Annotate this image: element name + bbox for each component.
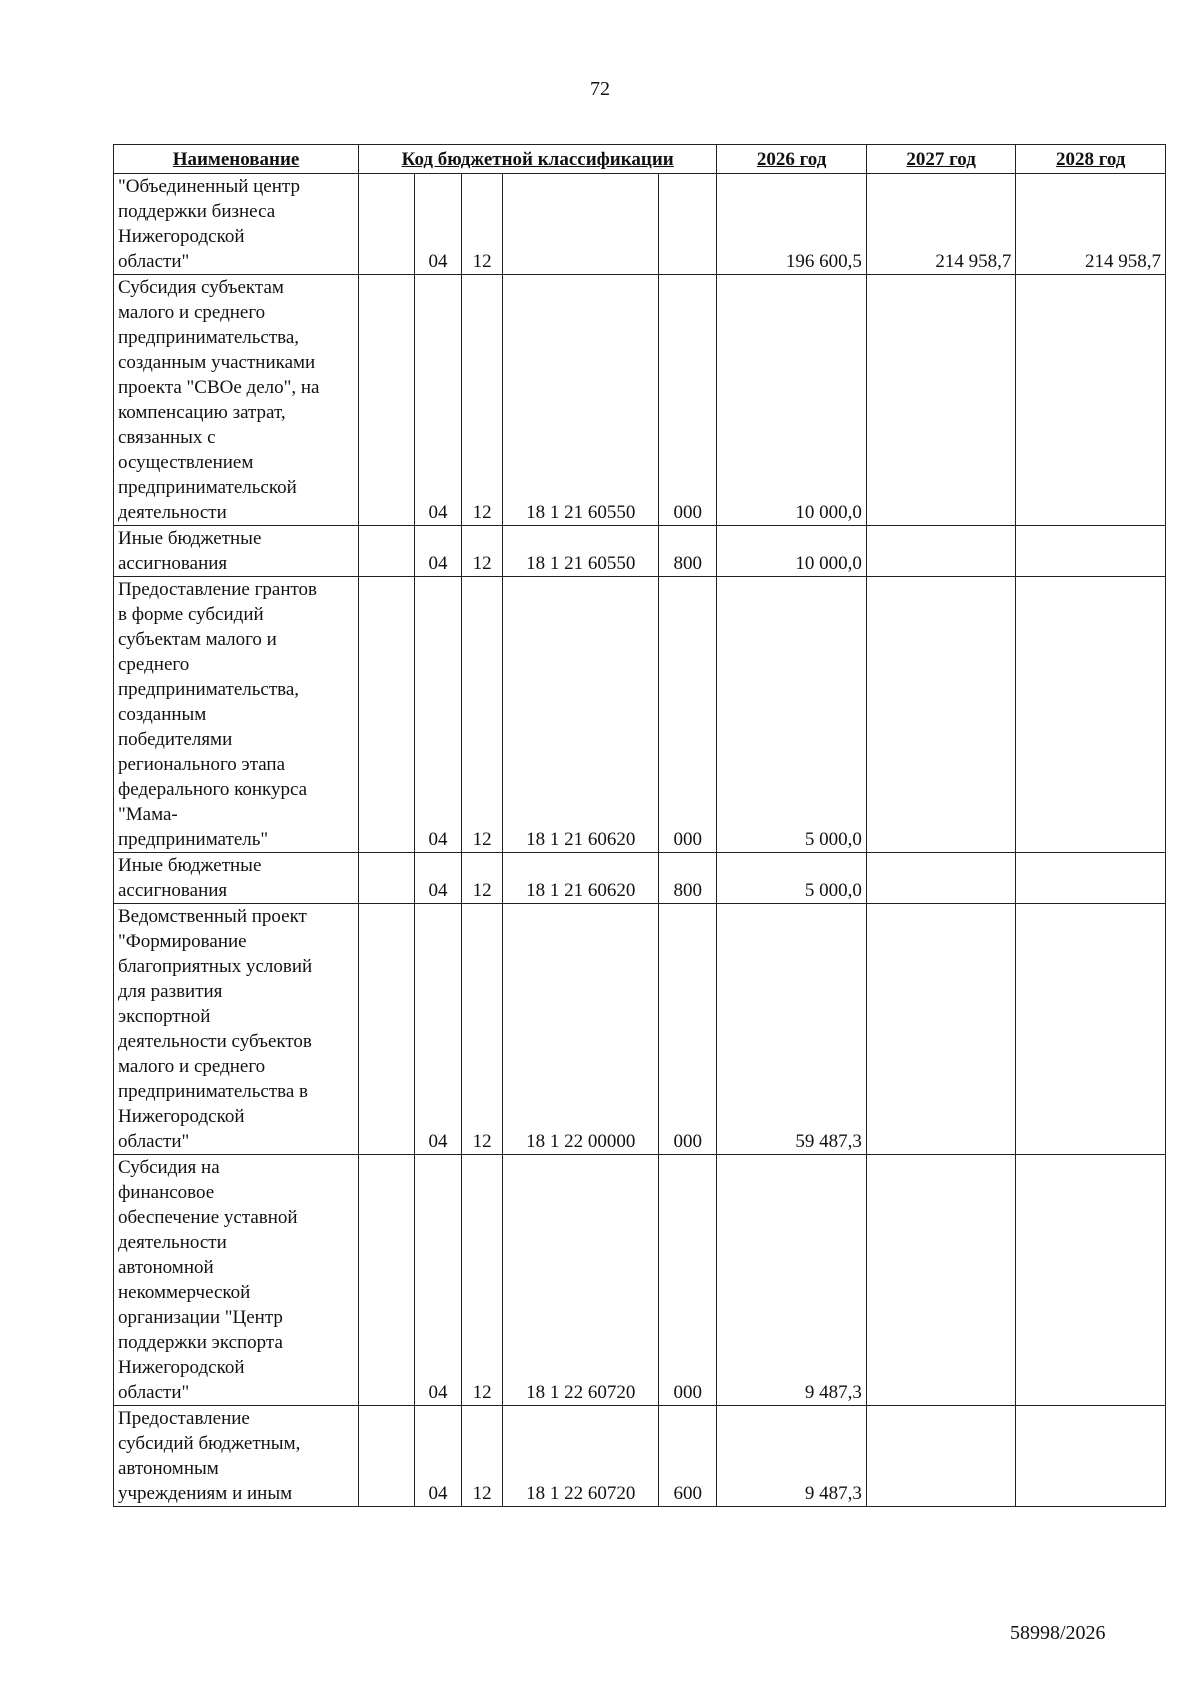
subsection-code: 12: [461, 853, 503, 904]
row-name: [114, 1406, 359, 1507]
empty-cell: [359, 275, 415, 526]
row-name-line: предпринимательства,: [118, 327, 300, 348]
row-name-line: некоммерческой: [118, 1282, 251, 1303]
row-name-line: поддержки бизнеса: [118, 201, 276, 222]
empty-cell: [359, 1406, 415, 1507]
row-name-line: Субсидия субъектам: [118, 277, 284, 298]
amount-2027: [866, 853, 1016, 904]
row-name-line: в форме субсидий: [118, 604, 264, 625]
amount-2027: [866, 1155, 1016, 1406]
row-name-line: созданным: [118, 704, 207, 725]
target-article-code: [503, 174, 659, 275]
empty-cell: [359, 526, 415, 577]
section-code: 04: [415, 1155, 462, 1406]
amount-2028: [1016, 526, 1166, 577]
table-row: [114, 1155, 1166, 1406]
amount-2028: [1016, 1406, 1166, 1507]
row-name-line: автономным: [118, 1458, 219, 1479]
row-name-line: "Объединенный центр: [118, 176, 300, 197]
expense-type-code: 800: [659, 853, 717, 904]
subsection-code: 12: [461, 174, 503, 275]
amount-2026: 9 487,3: [717, 1406, 867, 1507]
empty-cell: [359, 577, 415, 853]
amount-2028: 214 958,7: [1016, 174, 1166, 275]
row-name-line: поддержки экспорта: [118, 1332, 283, 1353]
row-name-line: для развития: [118, 981, 223, 1002]
empty-cell: [359, 174, 415, 275]
section-code: 04: [415, 904, 462, 1155]
row-name-line: малого и среднего: [118, 1056, 266, 1077]
row-name-line: Иные бюджетные: [118, 855, 262, 876]
row-name-line: "Формирование: [118, 931, 247, 952]
row-name-line: предпринимательства,: [118, 679, 300, 700]
row-name-line: регионального этапа: [118, 754, 286, 775]
row-name-line: компенсацию затрат,: [118, 402, 286, 423]
table-row: [114, 904, 1166, 1155]
empty-cell: [359, 853, 415, 904]
row-name-line: проекта "СВОе дело", на: [118, 377, 320, 398]
table-row: [114, 853, 1166, 904]
target-article-code: 18 1 21 60620: [503, 577, 659, 853]
row-name: [114, 853, 359, 904]
target-article-code: 18 1 21 60550: [503, 526, 659, 577]
table-header-row: [114, 145, 1166, 174]
row-name: [114, 275, 359, 526]
expense-type-code: 000: [659, 275, 717, 526]
target-article-code: 18 1 22 00000: [503, 904, 659, 1155]
section-code: 04: [415, 853, 462, 904]
table-row: [114, 174, 1166, 275]
row-name-line: благоприятных условий: [118, 956, 313, 977]
section-code: 04: [415, 526, 462, 577]
header-2027: 2027 год: [866, 145, 1016, 174]
subsection-code: 12: [461, 275, 503, 526]
expense-type-code: 600: [659, 1406, 717, 1507]
expense-type-code: 000: [659, 1155, 717, 1406]
amount-2028: [1016, 904, 1166, 1155]
table-row: [114, 275, 1166, 526]
row-name-line: области": [118, 1382, 190, 1403]
row-name: [114, 1155, 359, 1406]
amount-2028: [1016, 577, 1166, 853]
subsection-code: 12: [461, 577, 503, 853]
subsection-code: 12: [461, 1155, 503, 1406]
row-name-line: предпринимательства в: [118, 1081, 309, 1102]
expense-type-code: 800: [659, 526, 717, 577]
budget-table: [113, 144, 1166, 1507]
amount-2026: 10 000,0: [717, 275, 867, 526]
amount-2026: 5 000,0: [717, 577, 867, 853]
table-row: [114, 1406, 1166, 1507]
row-name-line: субсидий бюджетным,: [118, 1433, 301, 1454]
document-id: 58998/2026: [1010, 1622, 1106, 1644]
row-name-line: Иные бюджетные: [118, 528, 262, 549]
row-name-line: созданным участниками: [118, 352, 316, 373]
row-name-line: малого и среднего: [118, 302, 266, 323]
amount-2027: [866, 577, 1016, 853]
amount-2028: [1016, 275, 1166, 526]
row-name-line: федерального конкурса: [118, 779, 308, 800]
row-name-line: финансовое: [118, 1182, 215, 1203]
row-name-line: организации "Центр: [118, 1307, 283, 1328]
section-code: 04: [415, 577, 462, 853]
row-name-line: ассигнования: [118, 553, 228, 574]
section-code: 04: [415, 174, 462, 275]
row-name-line: обеспечение уставной: [118, 1207, 298, 1228]
row-name-line: осуществлением: [118, 452, 254, 473]
row-name: [114, 577, 359, 853]
row-name-line: деятельности: [118, 502, 227, 523]
row-name-line: области": [118, 251, 190, 272]
row-name-line: экспортной: [118, 1006, 211, 1027]
row-name-line: среднего: [118, 654, 190, 675]
table-body: [114, 174, 1166, 1507]
header-name: Наименование: [114, 145, 359, 174]
row-name-line: ассигнования: [118, 880, 228, 901]
header-2028: 2028 год: [1016, 145, 1166, 174]
row-name-line: Нижегородской: [118, 1106, 245, 1127]
amount-2028: [1016, 853, 1166, 904]
row-name: [114, 526, 359, 577]
subsection-code: 12: [461, 1406, 503, 1507]
target-article-code: 18 1 22 60720: [503, 1155, 659, 1406]
subsection-code: 12: [461, 526, 503, 577]
amount-2027: [866, 275, 1016, 526]
table-row: [114, 577, 1166, 853]
amount-2026: 9 487,3: [717, 1155, 867, 1406]
amount-2026: 5 000,0: [717, 853, 867, 904]
amount-2027: [866, 904, 1016, 1155]
empty-cell: [359, 904, 415, 1155]
table-row: [114, 526, 1166, 577]
row-name-line: Предоставление грантов: [118, 579, 318, 600]
row-name-line: "Мама-: [118, 804, 178, 825]
target-article-code: 18 1 21 60620: [503, 853, 659, 904]
expense-type-code: [659, 174, 717, 275]
row-name-line: субъектам малого и: [118, 629, 277, 650]
amount-2026: 10 000,0: [717, 526, 867, 577]
target-article-code: 18 1 21 60550: [503, 275, 659, 526]
amount-2028: [1016, 1155, 1166, 1406]
row-name-line: связанных с: [118, 427, 216, 448]
target-article-code: 18 1 22 60720: [503, 1406, 659, 1507]
row-name-line: Предоставление: [118, 1408, 250, 1429]
amount-2026: 59 487,3: [717, 904, 867, 1155]
row-name: [114, 904, 359, 1155]
amount-2027: 214 958,7: [866, 174, 1016, 275]
row-name-line: автономной: [118, 1257, 214, 1278]
row-name-line: Ведомственный проект: [118, 906, 307, 927]
row-name-line: учреждениям и иным: [118, 1483, 293, 1504]
expense-type-code: 000: [659, 577, 717, 853]
row-name-line: Нижегородской: [118, 1357, 245, 1378]
row-name: [114, 174, 359, 275]
row-name-line: деятельности: [118, 1232, 227, 1253]
amount-2027: [866, 1406, 1016, 1507]
row-name-line: Субсидия на: [118, 1157, 220, 1178]
empty-cell: [359, 1155, 415, 1406]
row-name-line: Нижегородской: [118, 226, 245, 247]
row-name-line: предпринимательской: [118, 477, 297, 498]
row-name-line: победителями: [118, 729, 233, 750]
section-code: 04: [415, 1406, 462, 1507]
page-number: 72: [590, 78, 610, 100]
row-name-line: предприниматель": [118, 829, 269, 850]
subsection-code: 12: [461, 904, 503, 1155]
header-2026: 2026 год: [717, 145, 867, 174]
row-name-line: области": [118, 1131, 190, 1152]
amount-2027: [866, 526, 1016, 577]
expense-type-code: 000: [659, 904, 717, 1155]
header-budget-code: Код бюджетной классификации: [359, 145, 717, 174]
section-code: 04: [415, 275, 462, 526]
amount-2026: 196 600,5: [717, 174, 867, 275]
row-name-line: деятельности субъектов: [118, 1031, 312, 1052]
